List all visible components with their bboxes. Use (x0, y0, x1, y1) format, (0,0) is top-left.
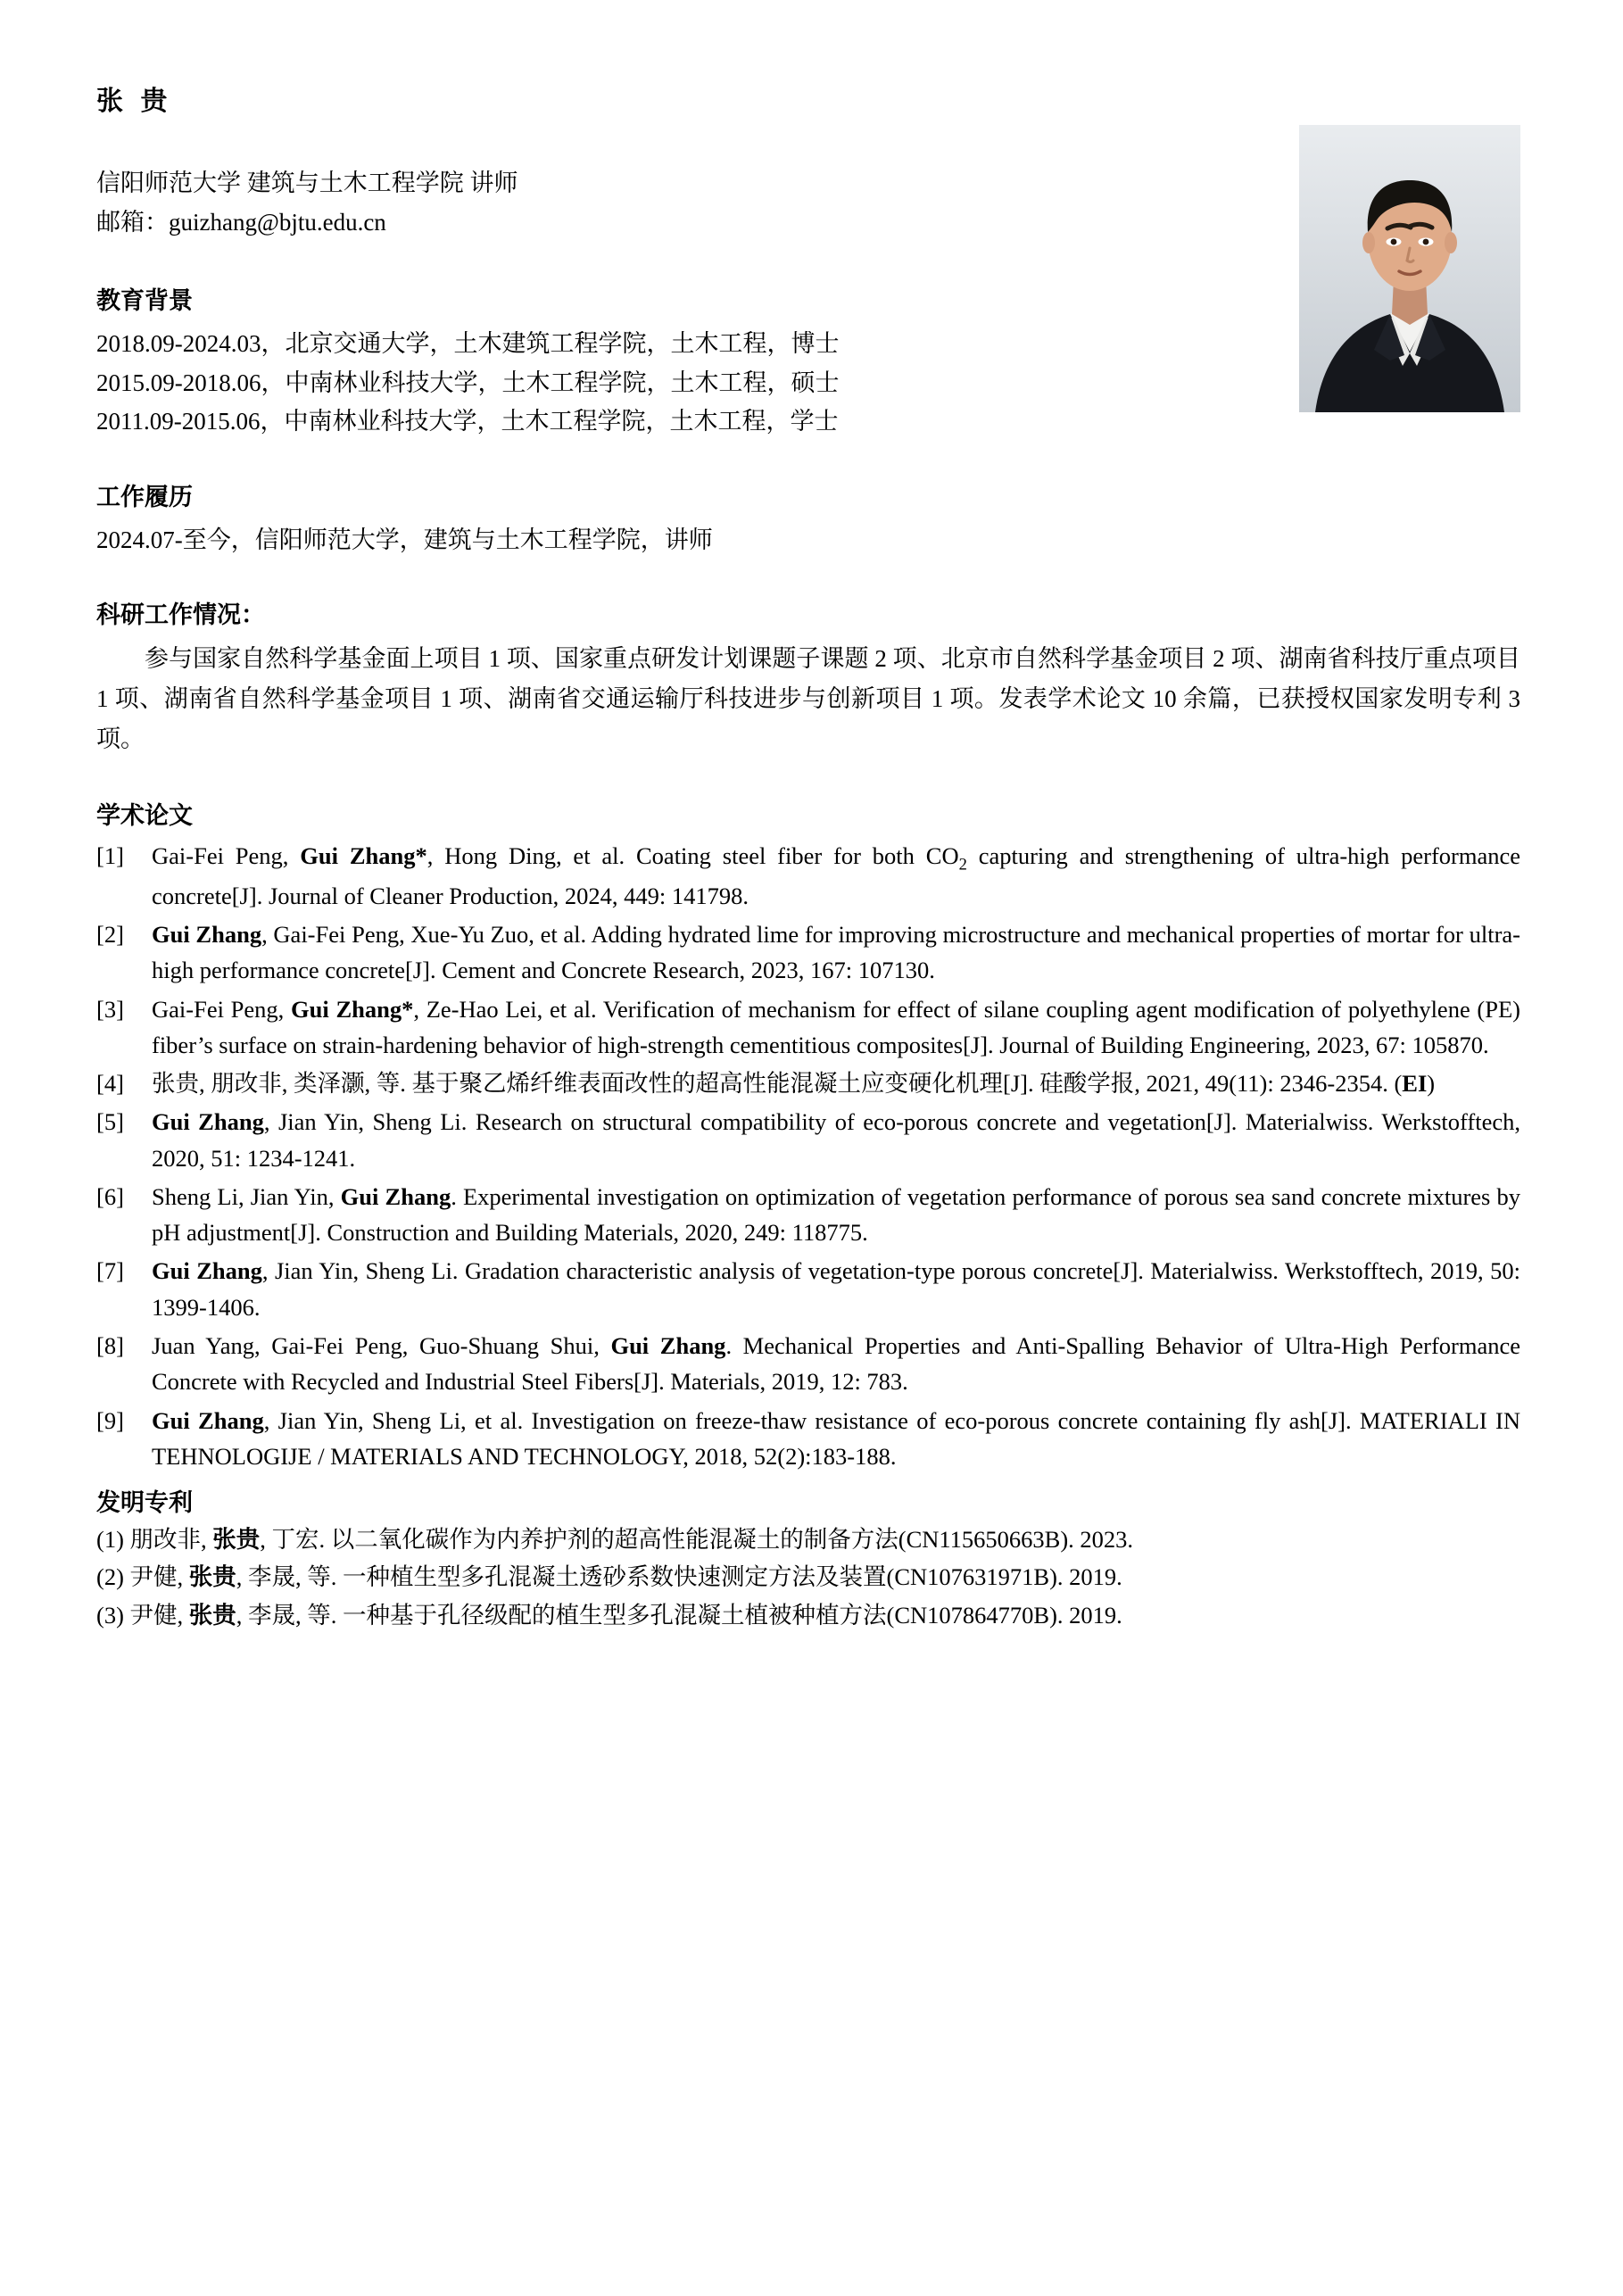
paper-list (96, 838, 1520, 1474)
patent-text: 朋改非, 张贵, 丁宏. 以二氧化碳作为内养护剂的超高性能混凝土的制备方法(CN115650663B). 2023. (129, 1526, 1134, 1554)
paper-text: Gui Zhang, Jian Yin, Sheng Li, et al. Investigation on freeze-thaw resistance of eco-porous concrete containing fly ash[J]. MATERIALI IN TEHNOLOGIJE / MATERIALS AND TECHNOLOGY, 2018, 52(2):183-188. (152, 1406, 1520, 1470)
section-papers (96, 796, 1520, 1474)
research-paragraph: 参与国家自然科学基金面上项目 1 项、国家重点研发计划课题子课题 2 项、北京市自然科学基金项目 2 项、湖南省科技厅重点项目 1 项、湖南省自然科学基金项目 1 项、湖南省交通运输厅科技进步与创新项目 1 项。发表学术论文 10 余篇，已获授权国家发明专利 3 项。 (96, 644, 1520, 752)
list-item (96, 1179, 1520, 1251)
email-value[interactable]: guizhang@bjtu.edu.cn (169, 208, 386, 236)
paper-text: Juan Yang, Gai-Fei Peng, Guo-Shuang Shui, Gui Zhang. Mechanical Properties and Anti-Spalling Behavior of Ultra-High Performance Concrete with Recycled and Industrial Steel Fibers[J]. Materials, 2019, 12: 783. (152, 1332, 1520, 1396)
paper-index: [4] (96, 1070, 124, 1098)
list-item (96, 1065, 1520, 1101)
paper-text: Gai-Fei Peng, Gui Zhang*, Hong Ding, et al. Coating steel fiber for both $CO_2$ capturing and strengthening of ultra-high performance concrete[J]. Journal of Cleaner Production, 2024, 449: 141798. (152, 842, 1520, 909)
patent-text: 尹健, 张贵, 李晟, 等. 一种基于孔径级配的植生型多孔混凝土植被种植方法(CN107864770B). 2019. (129, 1601, 1122, 1629)
paper-text: 张贵, 朋改非, 类泽灏, 等. 基于聚乙烯纤维表面改性的超高性能混凝土应变硬化机理[J]. 硅酸学报, 2021, 49(11): 2346-2354. (EI) (152, 1070, 1436, 1098)
list-item (96, 1104, 1520, 1176)
paper-text: Gai-Fei Peng, Gui Zhang*, Ze-Hao Lei, et al. Verification of mechanism for effect of silane coupling agent modification of polyethylene (PE) fiber’s surface on strain-hardening behavior of high-strength cementitious composites[J]. Journal of Building Engineering, 2023, 67: 105870. (152, 995, 1520, 1058)
patent-text: 尹健, 张贵, 李晟, 等. 一种植生型多孔混凝土透砂系数快速测定方法及装置(CN107631971B). 2019. (129, 1563, 1122, 1591)
email-label: 邮箱： (96, 208, 169, 236)
list-item (96, 1403, 1520, 1475)
patent-index: (2) (96, 1563, 124, 1591)
avatar (1299, 125, 1520, 412)
education-item: 2015.09-2018.06，中南林业科技大学，土木工程学院，土木工程，硕士 (96, 369, 840, 396)
list-item (96, 1328, 1520, 1400)
education-item: 2011.09-2015.06，中南林业科技大学，土木工程学院，土木工程，学士 (96, 408, 839, 435)
patent-index: (3) (96, 1601, 124, 1629)
paper-index: [5] (96, 1108, 124, 1136)
paper-index: [1] (96, 842, 124, 870)
section-title-education: 教育背景 (96, 287, 193, 315)
paper-text: Gui Zhang, Jian Yin, Sheng Li. Gradation characteristic analysis of vegetation-type porous concrete[J]. Materialwiss. Werkstofftech, 2019, 50: 1399-1406. (152, 1257, 1520, 1321)
paper-index: [2] (96, 921, 124, 949)
patent-item (96, 1521, 1520, 1557)
section-patents (96, 1483, 1520, 1633)
paper-text: Sheng Li, Jian Yin, Gui Zhang. Experimental investigation on optimization of vegetation performance of porous sea sand concrete mixtures by pH adjustment[J]. Construction and Building Materials, 2020, 249: 118775. (152, 1182, 1521, 1247)
paper-text: Gui Zhang, Jian Yin, Sheng Li. Research on structural compatibility of eco-porous concrete and vegetation[J]. Materialwiss. Werkstofftech, 2020, 51: 1234-1241. (152, 1108, 1520, 1172)
list-item (96, 991, 1520, 1064)
page-title: 张 贵 (96, 87, 173, 116)
work-item: 2024.07-至今，信阳师范大学，建筑与土木工程学院，讲师 (96, 526, 713, 553)
list-item (96, 838, 1520, 914)
affiliation-line: 信阳师范大学 建筑与土木工程学院 讲师 (96, 170, 518, 196)
paper-index: [7] (96, 1257, 124, 1285)
paper-index: [6] (96, 1182, 124, 1210)
patent-item (96, 1597, 1520, 1633)
paper-index: [9] (96, 1406, 124, 1434)
paper-index: [8] (96, 1332, 124, 1360)
patent-index: (1) (96, 1526, 124, 1554)
section-title-patents: 发明专利 (96, 1489, 193, 1517)
list-item (96, 1253, 1520, 1325)
section-title-research: 科研工作情况： (96, 601, 265, 629)
section-work-history (96, 479, 1520, 559)
patent-item (96, 1559, 1520, 1595)
list-item (96, 916, 1520, 989)
paper-text: Gui Zhang, Gai-Fei Peng, Xue-Yu Zuo, et al. Adding hydrated lime for improving microstructure and mechanical properties of mortar for ultra-high performance concrete[J]. Cement and Concrete Research, 2023, 167: 107130. (152, 921, 1520, 984)
section-research (96, 597, 1520, 758)
section-title-work: 工作履历 (96, 484, 193, 511)
education-item: 2018.09-2024.03，北京交通大学，土木建筑工程学院，土木工程，博士 (96, 329, 840, 357)
paper-index: [3] (96, 995, 124, 1023)
portrait-photo (1299, 125, 1520, 412)
section-title-papers: 学术论文 (96, 802, 193, 830)
